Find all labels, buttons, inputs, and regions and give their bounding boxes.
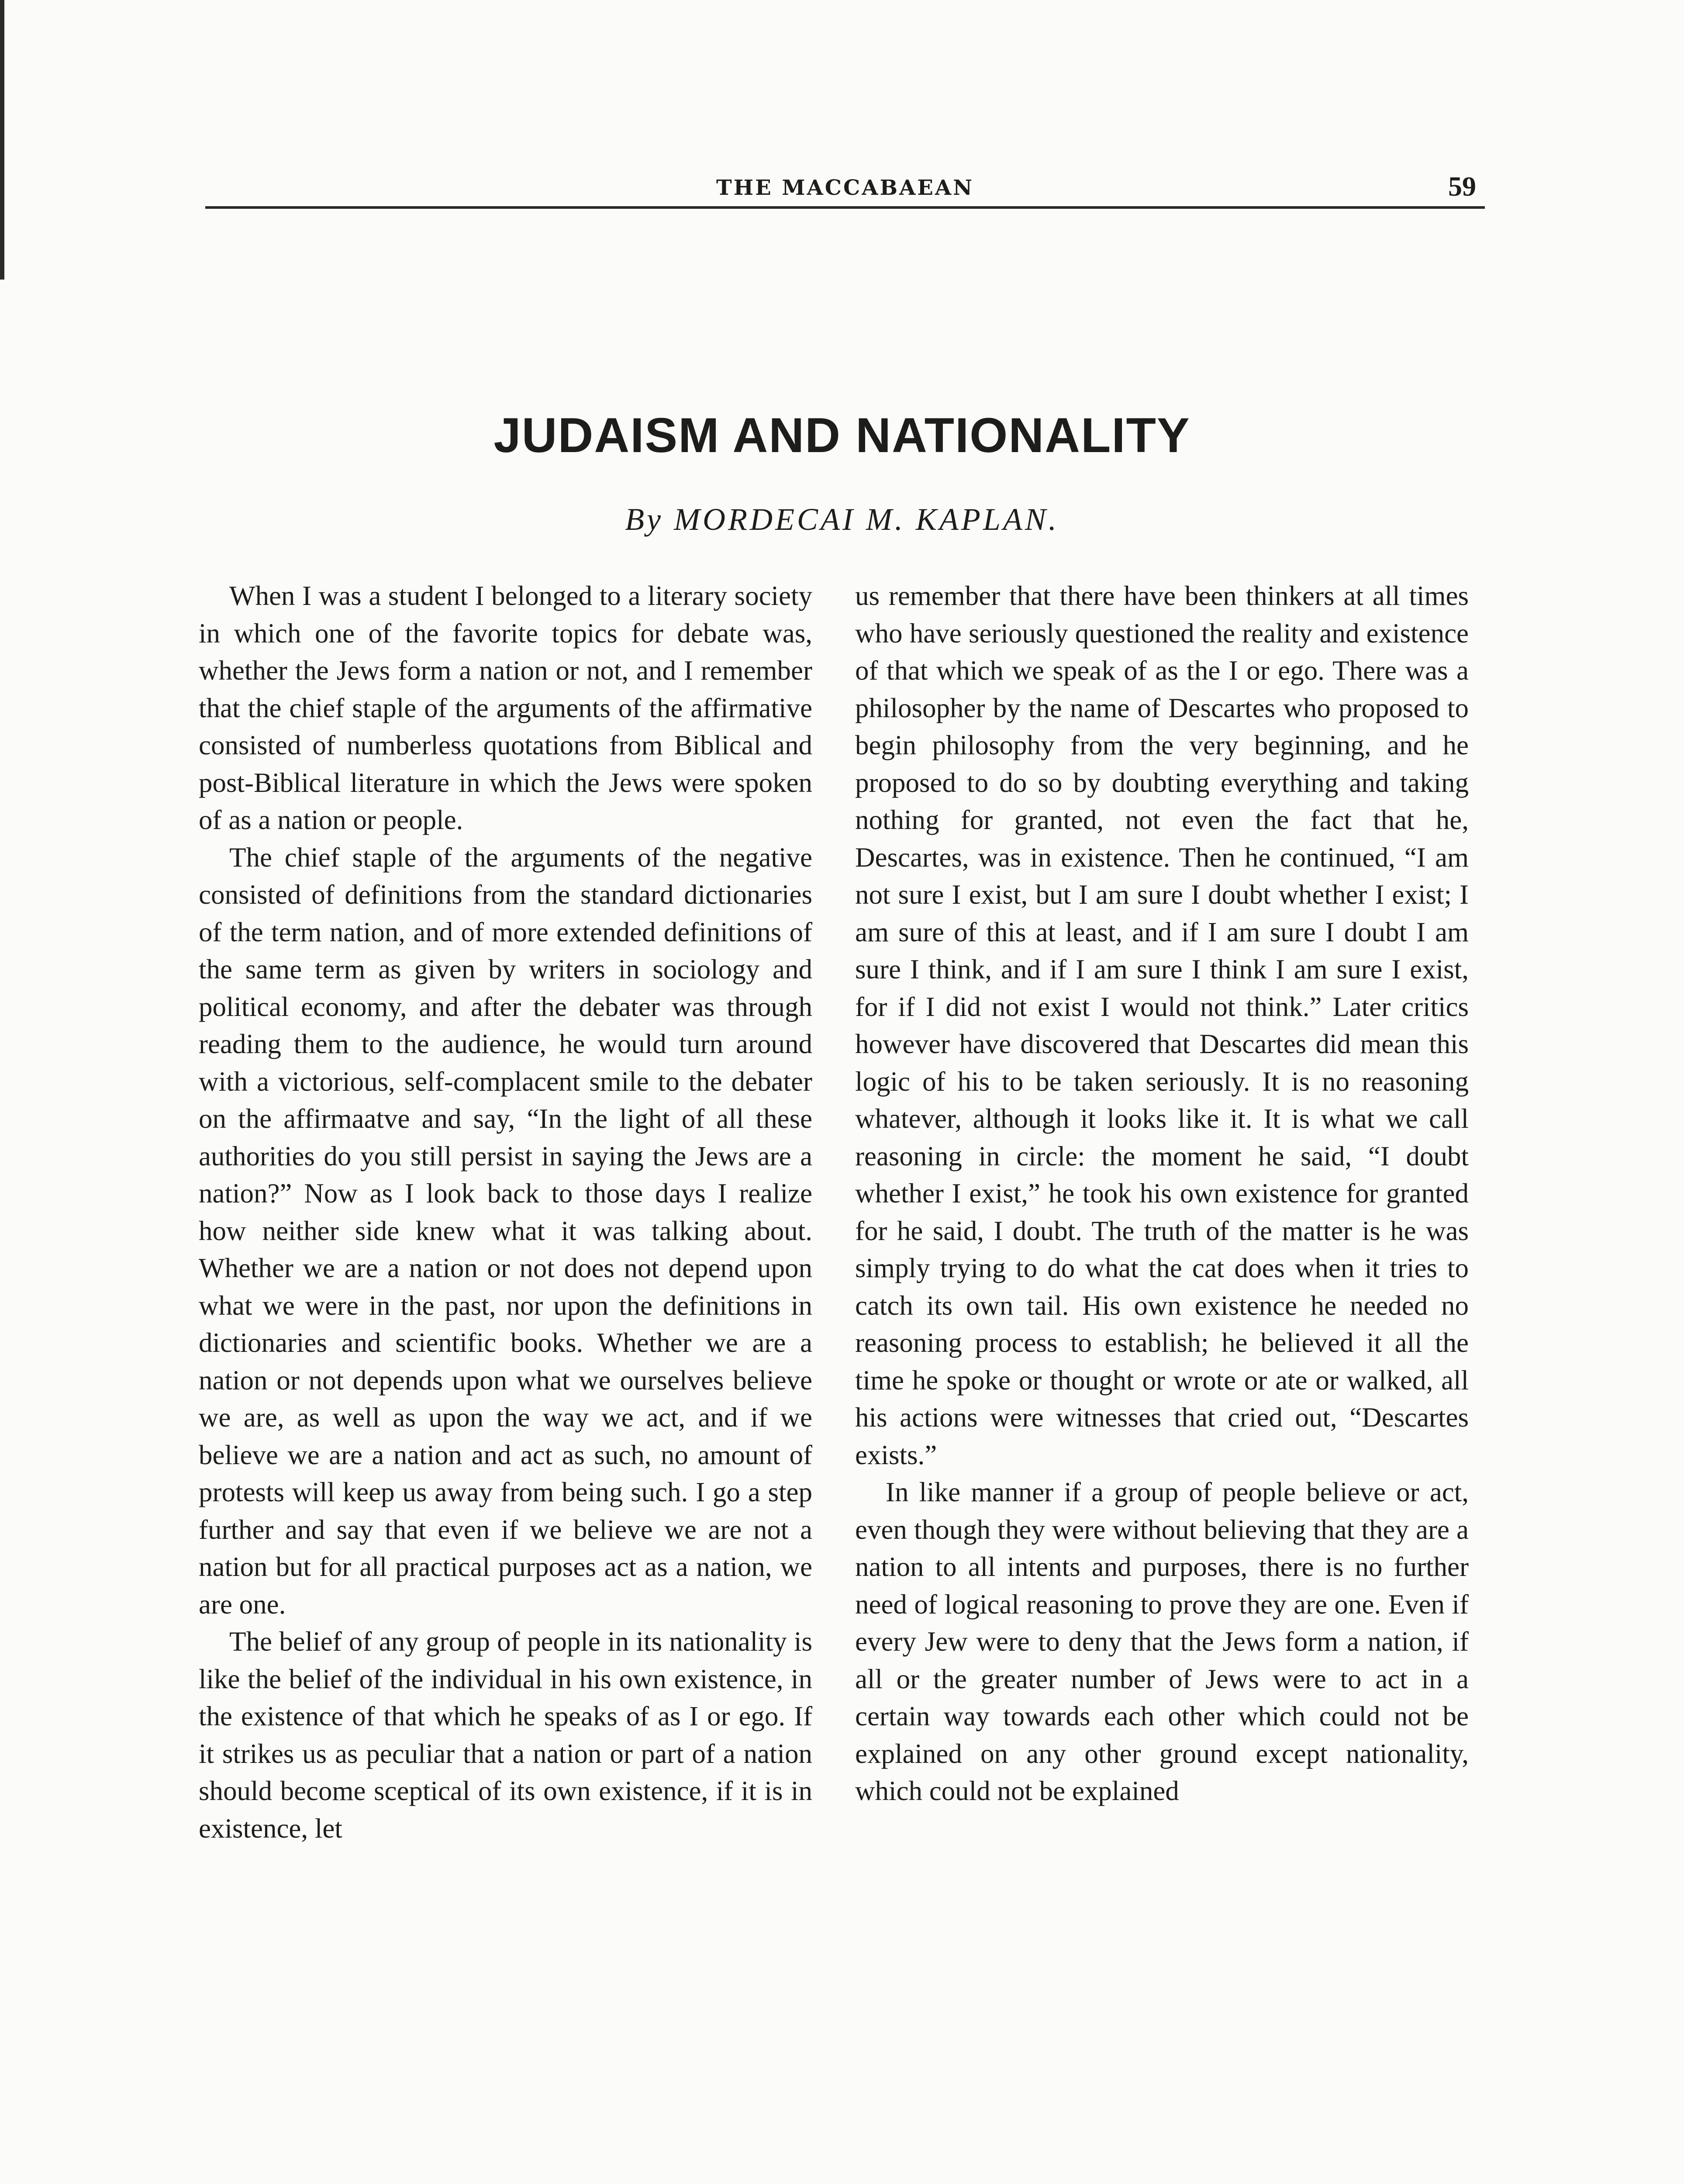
paragraph: In like manner if a group of people believe or act, even though they were without believing that they are a nation to all intents and purposes, there is no further need of logical reasoning to prove they are one. Even if every Jew were to deny that the Jews form a nation, if all or the greater number of Jews were to act in a certain way towards each other which could not be explained on any other ground except nationality, which could not be explained [855,1477,1469,1806]
paragraph: When I was a student I belonged to a literary society in which one of the favorite topics for debate was, whether the Jews form a nation or not, and I remember that the chief staple of the arguments of the affirmative consisted of numberless quotations from Biblical and post-Biblical literature in which the Jews were spoken of as a nation or people. [199,581,812,835]
byline: By MORDECAI M. KAPLAN. [625,502,1059,537]
binding-edge-mark [0,0,4,280]
left-column [199,577,812,1847]
paragraph: The belief of any group of people in its nationality is like the belief of the individual in his own existence, in the existence of that which he speaks of as I or ego. If it strikes us as peculiar that a nation or part of a nation should become sceptical of its own existence, if it is in existence, let [199,1626,812,1844]
paragraph: The chief staple of the arguments of the negative consisted of definitions from the standard dictionaries of the term nation, and of more extended definitions of the same term as given by writers in sociology and political economy, and after the debater was through reading them to the audience, he would turn around with a victorious, self-complacent smile to the debater on the affirmaatve and say, “In the light of all these authorities do you still persist in saying the Jews are a nation?” Now as I look back to those days I realize how neither side knew what it was talking about. Whether we are a nation or not does not depend upon what we were in the past, nor upon the definitions in dictionaries and scientific books. Whether we are a nation or not depends upon what we ourselves believe we are, as well as upon the way we act, and if we believe we are a nation and act as such, no amount of protests will keep us away from being such. I go a step further and say that even if we believe we are not a nation but for all practical purposes act as a nation, we are one. [199,842,812,1620]
right-column [855,577,1469,1810]
running-title: THE MACCABAEAN [716,176,974,200]
page-number: 59 [1448,171,1476,202]
running-header [205,167,1485,209]
paragraph-continued: us remember that there have been thinkers at all times who have seriously questioned the reality and existence of that which we speak of as the I or ego. There was a philosopher by the name of Descartes who proposed to begin philosophy from the very beginning, and he proposed to do so by doubting everything and taking nothing for granted, not even the fact that he, Descartes, was in existence. Then he continued, “I am not sure I exist, but I am sure I doubt whether I exist; I am sure of this at least, and if I am sure I doubt I am sure I think, and if I am sure I think I am sure I exist, for if I did not exist I would not think.” Later critics however have discovered that Descartes did mean this logic of his to be taken seriously. It is no reasoning whatever, although it looks like it. It is what we call reasoning in circle: the moment he said, “I doubt whether I exist,” he took his own existence for granted for he said, I doubt. The truth of the matter is he was simply trying to do what the cat does when it tries to catch its own tail. His own existence he needed no reasoning process to establish; he believed it all the time he spoke or thought or wrote or ate or walked, all his actions were witnesses that cried out, “Descartes exists.” [855,581,1469,1470]
article-title: JUDAISM AND NATIONALITY [493,408,1191,463]
